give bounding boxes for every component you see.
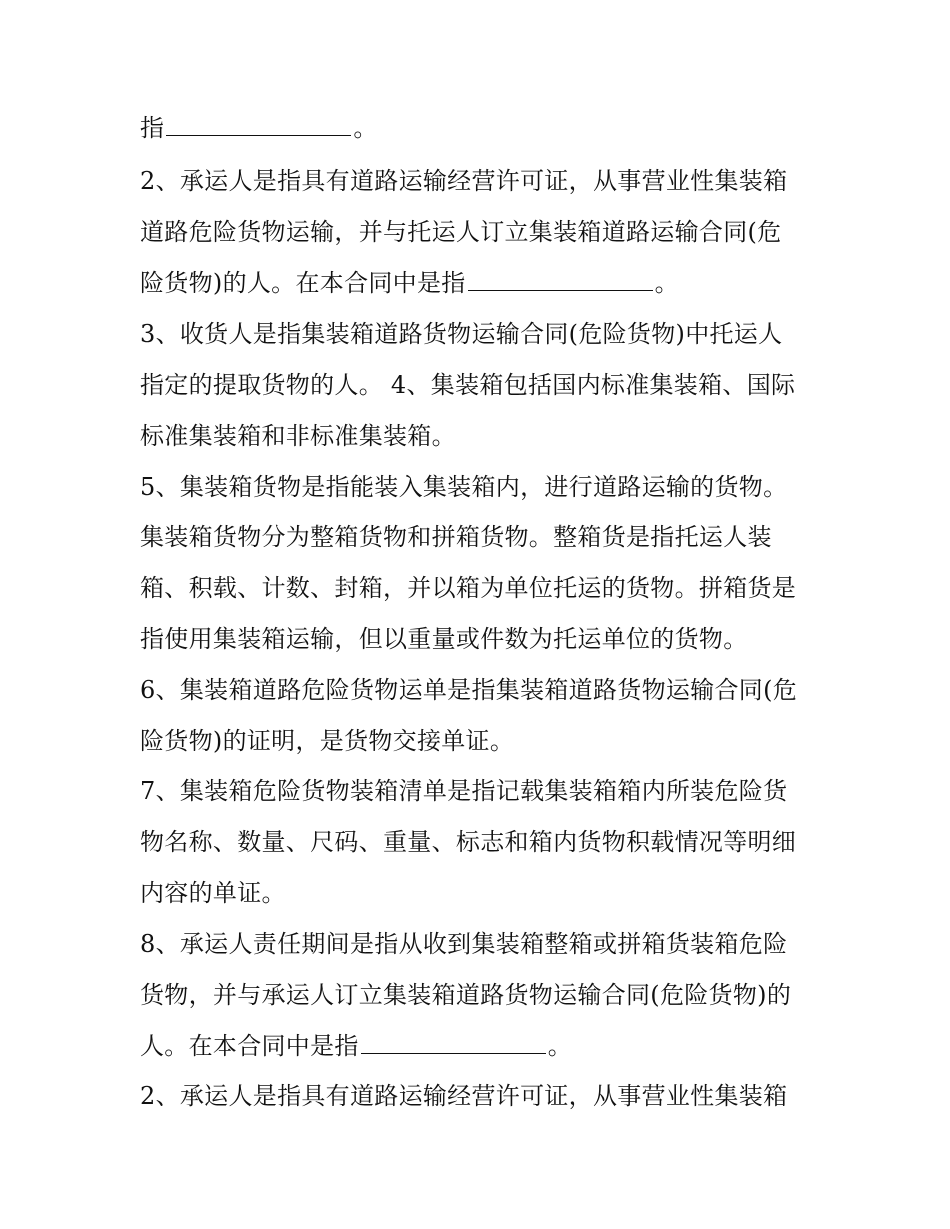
text-line: 5、集装箱货物是指能装入集装箱内，进行道路运输的货物。 [140,473,788,501]
fill-in-blank[interactable] [468,268,653,291]
line-text: 人。在本合同中是指 [140,1032,359,1060]
text-line: 2、承运人是指具有道路运输经营许可证，从事营业性集装箱 [140,1082,788,1110]
text-line: 指定的提取货物的人。 4、集装箱包括国内标准集装箱、国际 [140,371,796,399]
text-line: 3、收货人是指集装箱道路货物运输合同(危险货物)中托运人 [140,320,783,348]
fill-in-blank[interactable] [361,1031,546,1054]
text-line: 指使用集装箱运输，但以重量或件数为托运单位的货物。 [140,625,748,653]
text-line: 险货物)的证明，是货物交接单证。 [140,727,515,755]
text-line [140,113,378,143]
text-line: 集装箱货物分为整箱货物和拼箱货物。整箱货是指托运人装 [140,523,772,551]
text-line: 道路危险货物运输，并与托运人订立集装箱道路运输合同(危 [140,218,782,246]
text-line: 标准集装箱和非标准集装箱。 [140,422,456,450]
text-line: 6、集装箱道路危险货物运单是指集装箱道路货物运输合同(危 [140,676,798,704]
text-line: 8、承运人责任期间是指从收到集装箱整箱或拼箱货装箱危险 [140,930,788,958]
line-text: 。 [547,1032,573,1060]
line-text: 。 [353,114,378,142]
line-text: 。 [654,269,679,297]
line-text: 险货物)的人。在本合同中是指 [140,269,466,297]
text-line: 货物，并与承运人订立集装箱道路货物运输合同(危险货物)的 [140,981,792,1009]
text-line: 7、集装箱危险货物装箱清单是指记载集装箱箱内所装危险货 [140,777,788,805]
fill-in-blank[interactable] [166,113,351,136]
text-line [140,1031,572,1061]
text-line: 内容的单证。 [140,879,286,907]
text-line: 箱、积载、计数、封箱，并以箱为单位托运的货物。拼箱货是 [140,574,797,602]
text-line: 物名称、数量、尺码、重量、标志和箱内货物积载情况等明细 [140,828,797,856]
line-text: 指 [140,114,165,142]
text-line [140,268,679,298]
text-line: 2、承运人是指具有道路运输经营许可证，从事营业性集装箱 [140,167,788,195]
